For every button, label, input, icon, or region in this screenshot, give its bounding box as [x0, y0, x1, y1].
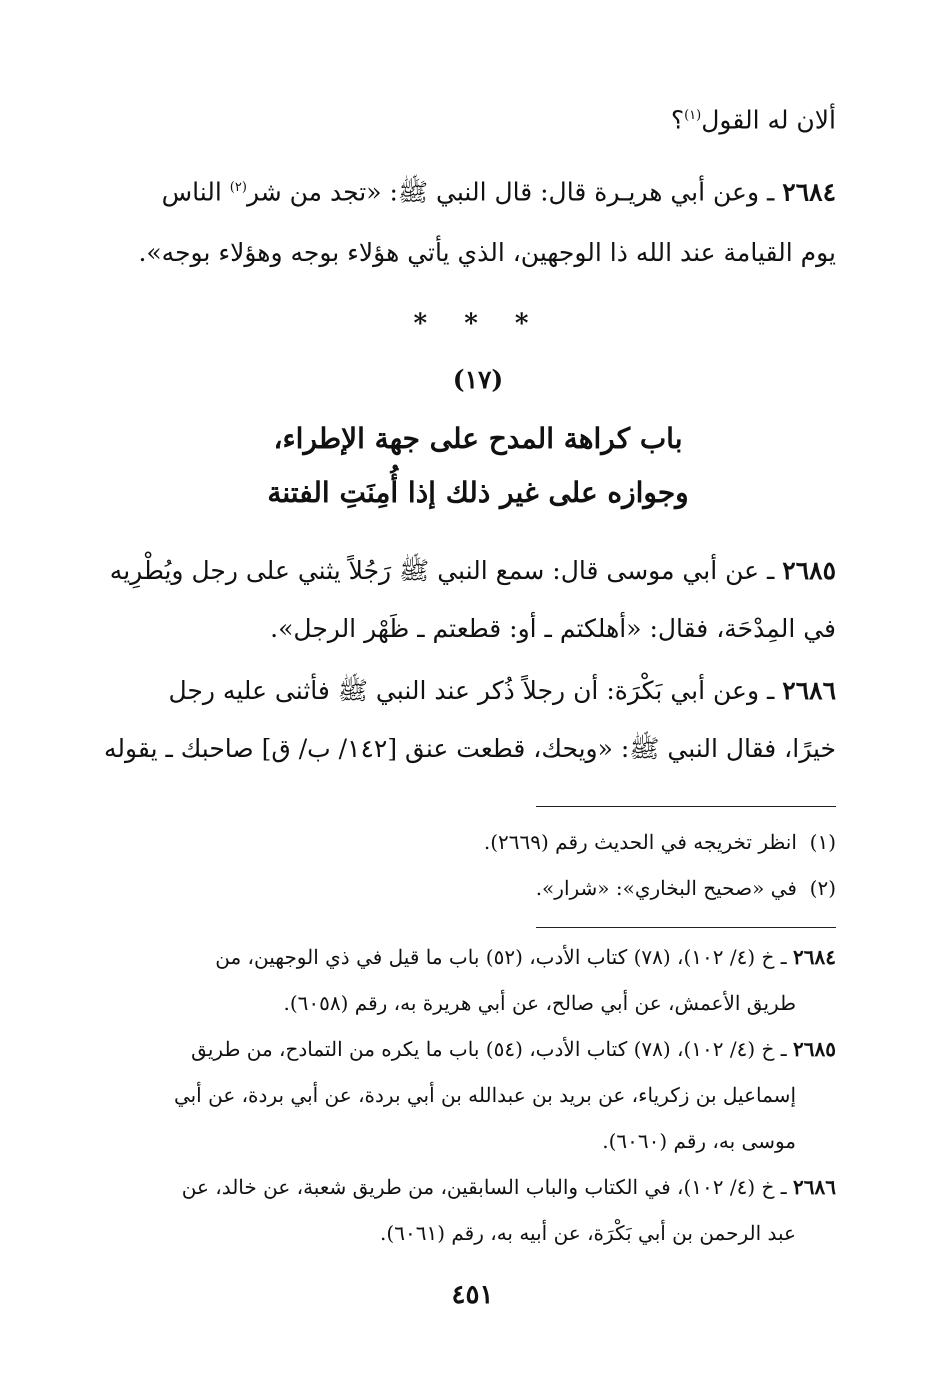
footnote-ref: (١) — [684, 108, 702, 123]
source-item: ٢٦٨٤ ـ خ (٤/ ١٠٢)، (٧٨) كتاب الأدب، (٥٢) باب ما قيل في ذي الوجهين، من طريق الأعمش، عن أبي صالح، عن أبي هريرة به، رقم (٦٠٥٨). — [215, 944, 836, 1015]
footnote-ref: (٢) — [229, 180, 247, 196]
hadith-number: ٢٦٨٦ — [782, 675, 836, 705]
hadith-2685: ٢٦٨٥ ـ عن أبي موسى قال: سمع النبي ﷺ رَجُلاً يثني على رجل ويُطْرِيه في المِدْحَة، فقال: «أهلكتم ـ أو: قطعتم ـ ظَهْر الرجل». — [109, 555, 836, 643]
chapter-number: (١٧) — [452, 364, 504, 394]
source-item: ٢٦٨٥ ـ خ (٤/ ١٠٢)، (٧٨) كتاب الأدب، (٥٤) باب ما يكره من التمادح، من طريق إسماعيل بن زكرياء، عن بريد بن عبدالله بن أبي بردة، عن أبي بردة، عن أبي موسى به، رقم (٦٠٦٠). — [173, 1036, 836, 1153]
footnote-item: (١) انظر تخريجه في الحديث رقم (٢٦٦٩). — [483, 829, 836, 854]
page-body — [103, 88, 836, 1256]
section-divider: * * * — [413, 308, 543, 339]
hadith-2686: ٢٦٨٦ ـ وعن أبي بَكْرَة: أن رجلاً ذُكر عند النبي ﷺ فأثنى عليه رجل خيرًا، فقال النبي ﷺ: «ويحك، قطعت عنق [١٤٢/ ب/ ق] صاحبك ـ يقوله — [103, 675, 836, 763]
top-line: ألان له القول$^{(١)}$؟ — [670, 105, 836, 135]
hadith-number: ٢٦٨٥ — [782, 555, 836, 585]
source-item: ٢٦٨٦ ـ خ (٤/ ١٠٢)، في الكتاب والباب السابقين، من طريق شعبة، عن خالد، عن عبد الرحمن بن أبي بَكْرَة، عن أبيه به، رقم (٦٠٦١). — [181, 1174, 836, 1245]
sources-divider — [536, 927, 836, 928]
page-number: ٤٥١ — [451, 1280, 494, 1310]
hadith-number: ٢٦٨٤ — [782, 177, 836, 207]
source-notes — [120, 934, 836, 1256]
source-number: ٢٦٨٤ — [793, 944, 836, 969]
footnote-item: (٢) في «صحيح البخاري»: «شرار». — [535, 875, 836, 900]
footnote-divider — [536, 806, 836, 807]
hadith-2684: ٢٦٨٤ ـ وعن أبي هريـرة قال: قال النبي ﷺ: «تجد من شر$^{(٢)}$ الناس يوم القيامة عند الله ذا الوجهين، الذي يأتي هؤلاء بوجه وهؤلاء بوجه». — [138, 177, 836, 267]
source-number: ٢٦٨٥ — [793, 1036, 836, 1061]
footnotes — [120, 819, 836, 911]
chapter-title: باب كراهة المدح على جهة الإطراء، وجوازه على غير ذلك إذا أُمِنَتِ الفتنة — [267, 421, 689, 509]
source-number: ٢٦٨٦ — [793, 1174, 836, 1199]
